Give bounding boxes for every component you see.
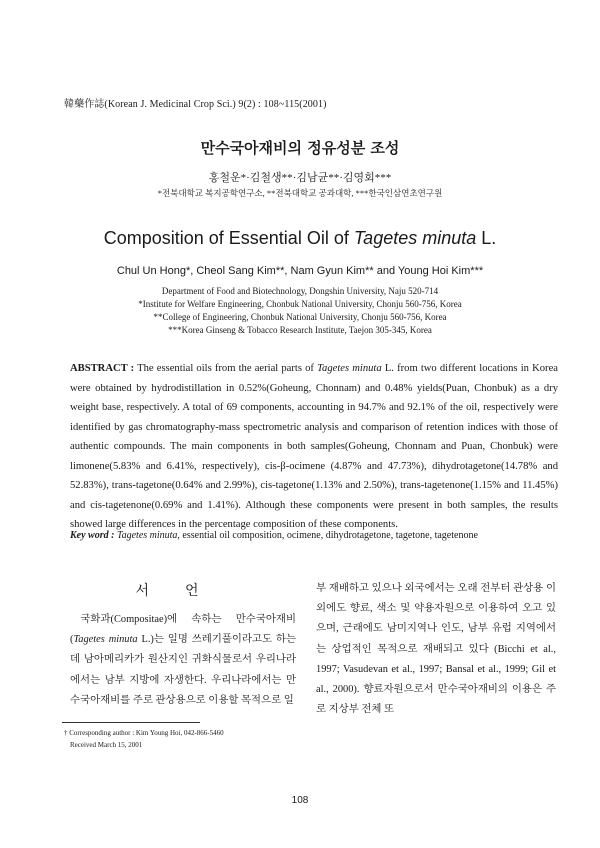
affiliation-line: ***Korea Ginseng & Tobacco Research Institute, Taejon 305-345, Korea — [168, 325, 432, 335]
body-left-column — [70, 610, 296, 711]
left-text-1: 국화과(Compositae)에 속하는 만수국아재비 ( — [70, 614, 296, 646]
abstract-text-1: The essential oils from the aerial parts of — [137, 363, 318, 374]
affiliations — [0, 285, 600, 337]
korean-affiliations: *전북대학교 복지공학연구소, **전북대학교 공과대학, ***한국인삼연초연구원 — [157, 188, 443, 198]
abstract-species: Tagetes minuta — [317, 363, 382, 374]
footnote — [64, 727, 224, 751]
footnote-divider — [62, 722, 200, 723]
corresponding-author: † Corresponding author : Kim Young Hoi, 042-866-5460 — [64, 729, 224, 737]
keywords-list: essential oil composition, ocimene, dihydrotagetone, tagetone, tagetenone — [179, 530, 478, 541]
abstract — [70, 359, 558, 535]
affiliation-line: **College of Engineering, Chonbuk National University, Chonju 560-756, Korea — [153, 312, 447, 322]
affiliation-line: *Institute for Welfare Engineering, Chonbuk National University, Chonju 560-756, Korea — [138, 299, 462, 309]
english-title — [0, 228, 600, 249]
title-post: L. — [476, 228, 497, 248]
body-right-column: 부 재배하고 있으나 외국에서는 오래 전부터 관상용 이외에도 향료, 색소 및 약용자원으로 이용하여 오고 있으며, 근래에도 남미지역나 인도, 남부 유럽 지역에서는 상업적인 목적으로 재배되고 있다 (Bicchi et al., 1997; Vasudevan et al., 1997; Bansal et al., 1999; Gil et al., 2000). 향료자원으로서 만수국아재비의 이용은 주로 지상부 전체 또 — [316, 583, 556, 716]
abstract-label: ABSTRACT : — [70, 363, 135, 374]
korean-title: 만수국아재비의 정유성분 조성 — [200, 139, 400, 157]
journal-citation: 韓藥作誌(Korean J. Medicinal Crop Sci.) 9(2) : 108~115(2001) — [64, 99, 327, 110]
keywords-label: Key word : — [70, 530, 115, 541]
abstract-text-2: L. from two different locations in Korea were obtained by hydrodistillation in 0.52%(Goheung, Chonnam) and 0.48% yields(Puan, Chonbuk) as a dry weight base, respectively. A total of 69 components, accounting in 94.7% and 92.1% of the oil, respectively were identified by gas chromatography-mass spectrometric analysis and comparison of retention indices with those of authentic compounds. The main components in both samples(Goheung, Chonnam and Puan, Chonbuk) were limonene(5.83% and 6.41%, respectively), cis-β-ocimene (4.87% and 47.73%), dihydrotagetone(14.78% and 52.83%), trans-tagetone(0.64% and 2.99%), cis-tagetone(1.13% and 2.50%), trans-tagetenone(1.15% and 11.45%) and cis-tagetenone(0.69% and 1.41%). Although these components were present in both samples, the results showed large differences in the percentage composition of these components. — [70, 363, 558, 530]
received-date: Received March 15, 2001 — [70, 741, 143, 749]
page-number: 108 — [291, 795, 309, 806]
english-authors: Chul Un Hong*, Cheol Sang Kim**, Nam Gyun Kim** and Young Hoi Kim*** — [116, 265, 484, 277]
keywords — [70, 530, 558, 541]
left-text-2: L.)는 일명 쓰레기풀이라고도 하는데 남아메리카가 원산지인 귀화식물로서 우리나라에서는 남부 지방에 자생한다. 우리나라에서는 만수국아재비를 주로 관상용으로 이용할 목적으로 일 — [70, 634, 296, 706]
affiliation-line: Department of Food and Biotechnology, Dongshin University, Naju 520-714 — [161, 286, 439, 296]
keywords-species: Tagetes minuta, — [116, 530, 180, 541]
section-heading: 서언 — [135, 583, 235, 599]
title-pre: Composition of Essential Oil of — [103, 228, 354, 248]
korean-authors: 홍철운*·김철생**·김남균**·김영회*** — [208, 172, 392, 184]
title-species: Tagetes minuta — [353, 228, 477, 248]
left-species: Tagetes minuta — [73, 634, 138, 646]
